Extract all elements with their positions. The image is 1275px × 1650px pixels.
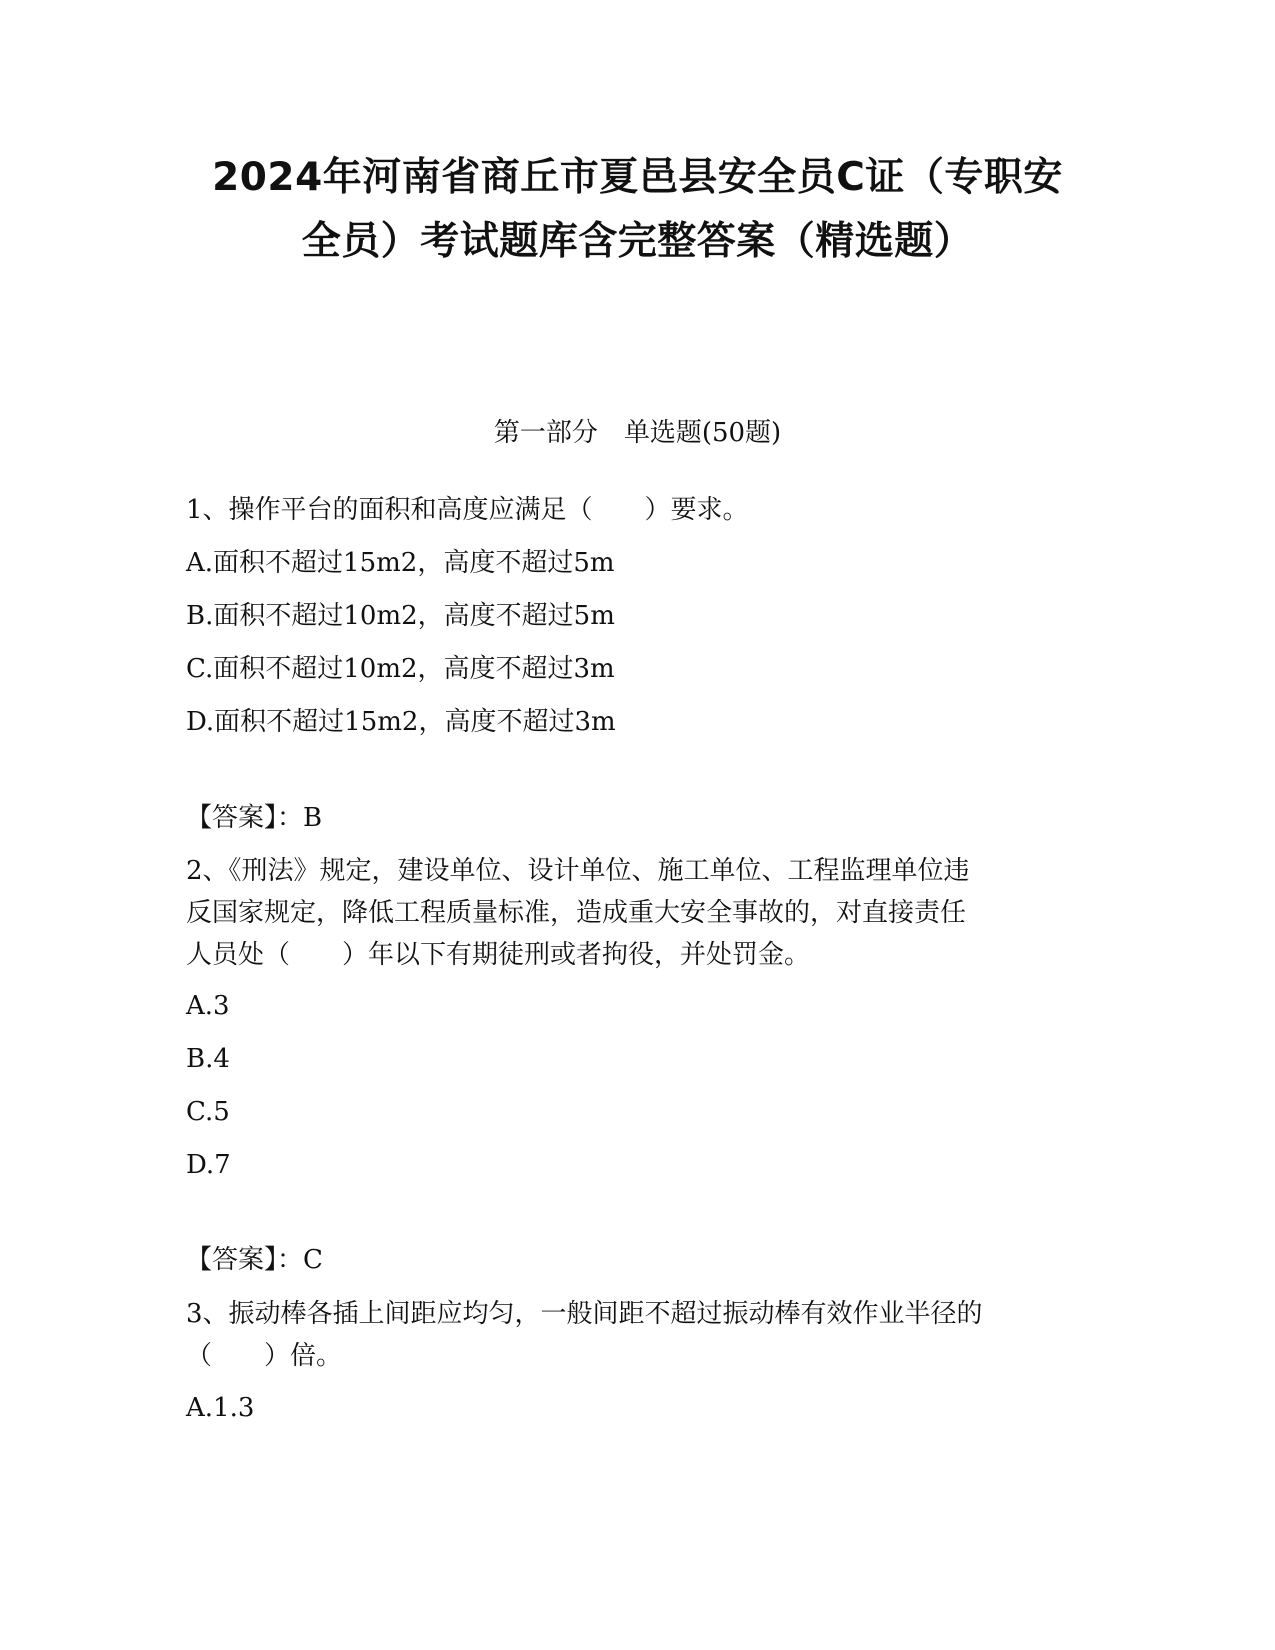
question-3-option-a: A.1.3 xyxy=(186,1393,255,1423)
question-1-stem: 1、操作平台的面积和高度应满足（ ）要求。 xyxy=(186,495,749,525)
question-1-option-b: B.面积不超过10m2，高度不超过5m xyxy=(186,601,615,631)
question-1-option-a: A.面积不超过15m2，高度不超过5m xyxy=(186,548,615,578)
question-2-stem-line-2: 反国家规定，降低工程质量标准，造成重大安全事故的，对直接责任 xyxy=(186,898,967,928)
title-line-2: 全员）考试题库含完整答案（精选题） xyxy=(301,219,974,264)
question-2-option-c: C.5 xyxy=(186,1097,230,1127)
question-2-answer: 【答案】：C xyxy=(186,1245,323,1275)
question-1-option-d: D.面积不超过15m2，高度不超过3m xyxy=(186,707,616,737)
title-line-1: 2024年河南省商丘市夏邑县安全员C证（专职安 xyxy=(212,155,1063,200)
question-2-stem xyxy=(186,850,1076,976)
question-1-answer: 【答案】：B xyxy=(186,803,323,833)
question-2-option-d: D.7 xyxy=(186,1150,231,1180)
question-2-stem-line-1: 2、《刑法》规定，建设单位、设计单位、施工单位、工程监理单位违 xyxy=(186,856,970,886)
question-3-stem-line-2: （ ）倍。 xyxy=(186,1341,343,1371)
question-3-stem-line-1: 3、振动棒各插上间距应均匀，一般间距不超过振动棒有效作业半径的 xyxy=(186,1299,983,1329)
question-1-option-c: C.面积不超过10m2，高度不超过3m xyxy=(186,654,615,684)
question-2-option-b: B.4 xyxy=(186,1044,230,1074)
section-heading: 第一部分 单选题(50题) xyxy=(493,418,782,448)
question-3-stem xyxy=(186,1293,1076,1377)
question-2-option-a: A.3 xyxy=(186,991,230,1021)
question-2-stem-line-3: 人员处（ ）年以下有期徒刑或者拘役，并处罚金。 xyxy=(186,940,811,970)
document-title xyxy=(160,146,1115,274)
